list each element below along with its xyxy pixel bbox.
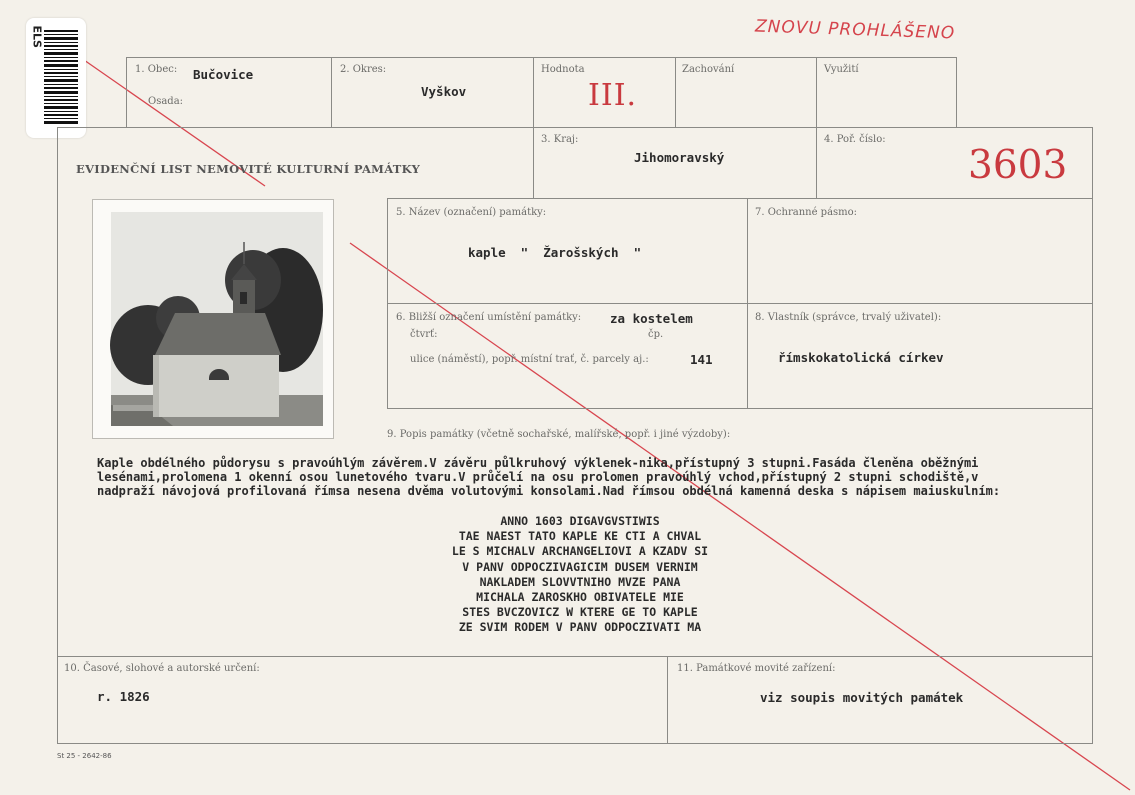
popis-line: lesénami,prolomena 1 okenní osou lunetového tvaru.V průčelí na osu prolomen pravoúhlý vchod,přístupný 2 stupni schodiště,v [97,470,979,484]
kraj-value: Jihomoravský [634,150,725,165]
inscription [430,514,730,636]
kraj-label: 3. Kraj: [541,134,579,145]
inscription-line: V PANV ODPOCZIVAGICIM DUSEM VERNIM [462,559,698,574]
cp-label: čp. [648,329,664,340]
zachovani-label: Zachování [682,64,735,75]
chapel-photo-icon [93,200,333,438]
ochranne-label: 7. Ochranné pásmo: [755,207,858,218]
popis-label: 9. Popis památky (včetně sochařské, malířské, popř. i jiné výzdoby): [387,429,731,440]
obec-label: 1. Obec: [135,64,178,75]
por-cislo-label: 4. Poř. číslo: [824,134,886,145]
vlastnik-value: římskokatolická církev [778,350,944,365]
blizsi-value: za kostelem [610,311,693,326]
inscription-line: NAKLADEM SLOVVTNIHO MVZE PANA [479,574,681,589]
vlastnik-label: 8. Vlastník (správce, trvalý uživatel): [755,312,942,323]
nazev-value: kaple " Žarošských " [468,245,642,260]
inscription-line: ANNO 1603 DIGAVGVSTIWIS [500,514,660,528]
movite-value: viz soupis movitých památek [760,690,964,705]
nazev-label: 5. Název (označení) památky: [396,207,547,218]
osada-label: Osada: [148,96,184,107]
inscription-line: STES BVCZOVICZ W KTERE GE TO KAPLE [462,605,698,620]
blizsi-label: 6. Bližší označení umístění památky: [396,312,582,323]
parcela-value: 141 [690,352,713,367]
barcode-label: ELS [30,25,44,48]
form-title: EVIDENČNÍ LIST NEMOVITÉ KULTURNÍ PAMÁTKY [76,162,421,176]
ctvrt-label: čtvrť: [410,329,438,340]
form-code: St 25 - 2642-86 [57,752,112,760]
vyuziti-label: Využití [824,64,859,75]
okres-label: 2. Okres: [340,64,387,75]
popis-line: nadpraží návojová profilovaná římsa nesena dvěma volutovými konsolami.Nad římsou obdélná kamenná deska s nápisem maiuskulním: [97,484,1001,498]
handwritten-note: ZNOVU PROHLÁŠENO [754,16,956,44]
okres-value: Vyškov [421,84,467,99]
inscription-line: TAE NAEST TATO KAPLE KE CTI A CHVAL [458,529,702,544]
inscription-line: LE S MICHALV ARCHANGELIOVI A KZADV SI [451,544,709,559]
inscription-line: ZE SVIM RODEM V PANV ODPOCZIVATI MA [458,620,702,635]
obec-value: Bučovice [193,67,254,82]
ulice-label: ulice (náměstí), popř. místní trať, č. parcely aj.: [410,354,649,365]
inscription-line: MICHALA ZAROSKHO OBIVATELE MIE [476,590,684,605]
por-cislo-value: 3603 [968,143,1068,188]
movite-label: 11. Památkové movité zařízení: [677,663,836,674]
hodnota-label: Hodnota [541,64,585,75]
popis-line: Kaple obdélného půdorysu s pravoúhlým závěrem.V závěru půlkruhový výklenek-nika,přístupný 3 stupni.Fasáda členěna oběžnými [97,456,979,470]
hodnota-value: III. [588,78,638,113]
barcode-sticker [26,18,86,138]
casove-label: 10. Časové, slohové a autorské určení: [64,663,260,674]
barcode-icon [44,28,78,128]
monument-photo [92,199,334,439]
popis-text [97,456,1097,498]
casove-value: r. 1826 [97,689,150,704]
